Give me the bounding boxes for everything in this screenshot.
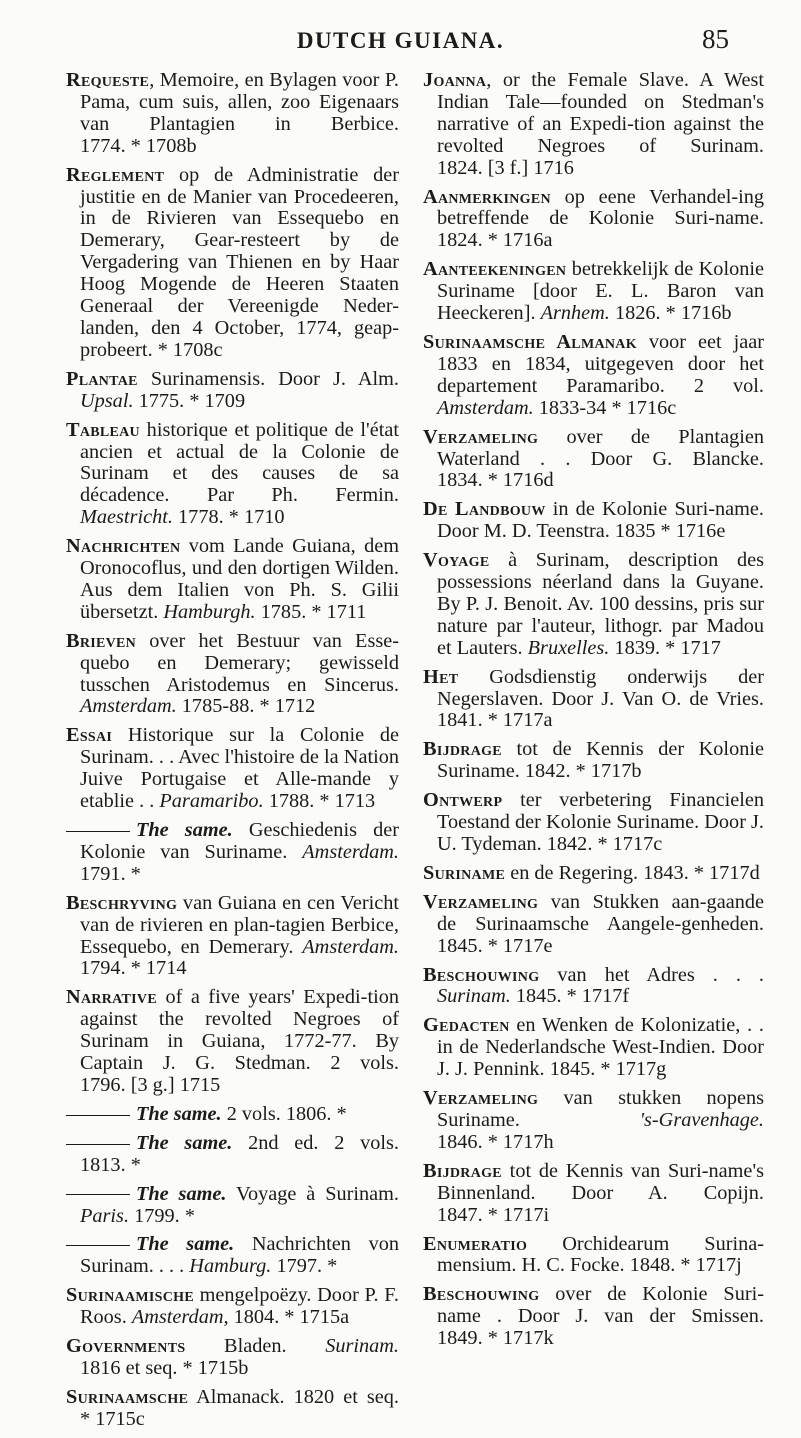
entry-heading: Beschryving [66, 891, 178, 914]
entry-reference: 1799. * [134, 1204, 195, 1227]
catalog-entry [423, 259, 764, 325]
entry-reference: 1849. * 1717k [437, 1327, 554, 1350]
entry-heading: Suriname [423, 861, 506, 884]
catalog-entry [423, 1088, 764, 1154]
entry-text: van Stukken aan-gaande de Surinaamsche Aangele-genheden. [437, 890, 764, 935]
entry-text: Voyage à Surinam. [226, 1182, 399, 1205]
running-head: DUTCH GUIANA. [296, 28, 505, 53]
entry-place: Paramaribo. [159, 790, 264, 813]
entry-heading: Essai [66, 724, 113, 747]
entry-text: 2nd ed. 2 vols. [232, 1131, 399, 1154]
catalog-entry [423, 667, 764, 733]
catalog-entry [423, 1015, 764, 1081]
ditto-dash [66, 1194, 130, 1195]
catalog-entry [66, 70, 399, 158]
entry-text: Godsdienstig onderwijs der Negerslaven. Door J. Van O. de Vries. [437, 665, 764, 710]
entry-place: Arnhem. [540, 302, 610, 325]
catalog-entry [66, 1234, 399, 1278]
entry-place: Maestricht. [80, 506, 173, 529]
entry-heading: Aanteekeningen [423, 258, 567, 281]
entry-text: op de Administratie der justitie en de Manier van Procedeeren, in de Rivieren van Essequebo en Demerary, Gear-resteert by de Vergadering van Thienen en by Haar Hoog Mogende de Heeren Staaten Generaal der Vereenigde Neder-landen, den 4 October, 1774, geap-probeert. [80, 163, 399, 361]
entry-text: en de Regering. [505, 861, 639, 884]
entry-reference: 1824. * 1716a [437, 229, 553, 252]
catalog-entry [423, 739, 764, 783]
entry-reference: 1841. * 1717a [437, 709, 553, 732]
entry-text: voor eet jaar 1833 en 1834, uitgegeven door het departement Paramaribo. 2 vol. [437, 330, 764, 397]
entry-text: of a five years' Expedi-tion against the revolted Negroes of Surinam in Guiana, 1772-77. By Captain J. G. Stedman. 2 vols. [80, 986, 399, 1075]
entry-reference: 1842. * 1717b [524, 760, 642, 783]
entry-text: Orchidearum Surina-mensium. H. C. Focke. [437, 1232, 764, 1277]
entry-text: van Guiana en cen Vericht van de rivieren en plan-tagien Berbice, Essequebo, en Demerary. [80, 891, 399, 958]
ditto-dash [66, 1115, 130, 1116]
entry-heading: Tableau [66, 418, 140, 441]
catalog-entry [66, 631, 399, 719]
catalog-entry [423, 550, 764, 660]
catalog-entry [423, 790, 764, 856]
entry-reference: 1785-88. * 1712 [181, 695, 316, 718]
entry-place: Bruxelles. [527, 636, 610, 659]
entry-place: Amsterdam. [80, 695, 177, 718]
catalog-entry [66, 536, 399, 624]
entry-text: Surinamensis. Door J. Alm. [137, 367, 399, 390]
entry-reference: 1835 * 1716e [614, 520, 726, 543]
ditto-dash [66, 1144, 130, 1145]
catalog-entry [66, 725, 399, 813]
entry-text: Nachrichten von Surinam. . . . [80, 1233, 399, 1278]
entry-place: Upsal. [80, 389, 134, 412]
catalog-entry [66, 420, 399, 530]
catalog-entry [423, 1234, 764, 1278]
entry-place: 's-Gravenhage. [639, 1108, 764, 1131]
entry-reference: 1845. * 1717g [549, 1058, 667, 1081]
entry-text: ter verbetering Financielen Toestand der Kolonie Suriname. Door J. U. Tydeman. [437, 789, 764, 855]
entry-text: historique et politique de l'état ancien et actual de la Colonie de Surinam et des causes de sa décadence. Par Ph. Fermin. [80, 418, 399, 507]
right-column [423, 70, 764, 1357]
entry-heading: The same. [136, 1102, 222, 1125]
catalog-entry [66, 1104, 399, 1126]
catalog-entry [66, 987, 399, 1097]
ditto-dash [66, 1245, 130, 1246]
entry-heading: Bijdrage [423, 738, 502, 761]
entry-place: Hamburg. [189, 1255, 272, 1278]
entry-text: over de Plantagien Waterland . . Door G. Blancke. [437, 425, 764, 470]
entry-reference: 1804. * 1715a [233, 1306, 350, 1329]
entry-heading: The same. [136, 1131, 233, 1154]
catalog-entry [66, 1336, 399, 1380]
entry-text: , or the Female Slave. A West Indian Tale—founded on Stedman's narrative of an Expedi-tion against the revolted Negroes of Surinam. [437, 69, 764, 157]
catalog-entry [423, 1284, 764, 1350]
page-header [0, 22, 801, 62]
entry-reference: 1846. * 1717h [437, 1130, 554, 1153]
entry-heading: Ontwerp [423, 789, 503, 812]
entry-heading: The same. [136, 819, 233, 841]
catalog-entry [423, 187, 764, 253]
catalog-entry [423, 499, 764, 543]
entry-text: , Memoire, en Bylagen voor P. Pama, cum suis, allen, zoo Eigenaars van Plantagien in Berbice. [80, 69, 399, 135]
entry-heading: Surinaamsche [66, 1385, 189, 1408]
entry-text: in de Kolonie Suri-name. Door M. D. Teenstra. [437, 498, 764, 543]
entry-heading: Joanna [423, 69, 487, 91]
entry-heading: The same. [136, 1233, 235, 1256]
entry-reference: 1824. [3 f.] 1716 [437, 156, 574, 179]
catalog-entry [66, 1387, 399, 1431]
entry-reference: 1813. * [80, 1153, 141, 1176]
entry-heading: De Landbouw [423, 498, 546, 521]
entry-heading: Narrative [66, 986, 157, 1009]
entry-text: vom Lande Guiana, dem Oronocoflus, und den dortigen Wilden. Aus dem Italien von Ph. S. Gilii übersetzt. [80, 535, 399, 623]
entry-heading: Requeste [66, 69, 150, 91]
catalog-entry [66, 1133, 399, 1177]
entry-place: Hamburgh. [163, 600, 256, 623]
entry-text: Bladen. [185, 1335, 326, 1358]
catalog-entry [423, 70, 764, 180]
catalog-entry [66, 1285, 399, 1329]
entry-reference: 1796. [3 g.] 1715 [80, 1073, 221, 1096]
entry-text: Geschiedenis der Kolonie van Suriname. [80, 819, 400, 863]
entry-reference: 1826. * 1716b [614, 302, 732, 325]
entry-text: tot de Kennis der Kolonie Suriname. [437, 738, 764, 783]
entry-reference: 1788. * 1713 [268, 790, 376, 813]
entry-place: Paris. [80, 1204, 130, 1227]
entry-heading: Verzameling [423, 890, 539, 913]
entry-reference: 1839. * 1717 [614, 636, 721, 659]
catalog-entry [66, 893, 399, 981]
catalog-entry [423, 965, 764, 1009]
entry-reference: * [336, 1102, 347, 1125]
page-number: 85 [702, 24, 729, 54]
entry-reference: 1816 et seq. * 1715b [80, 1356, 249, 1379]
catalog-entry [423, 863, 764, 885]
entry-place: Amsterdam. [302, 935, 399, 958]
entry-heading: Het [423, 665, 459, 688]
entry-heading: Brieven [66, 629, 137, 652]
entry-text: van stukken nopens Suriname. [437, 1087, 764, 1131]
entry-text: over het Bestuur van Esse-quebo en Demerary; gewisseld tusschen Aristodemus en Sincerus. [80, 629, 399, 696]
entry-reference: 1847. * 1717i [437, 1203, 550, 1226]
entry-text: Historique sur la Colonie de Surinam. . . Avec l'histoire de la Nation Juive Portugaise et Alle-mande y etablie . . [80, 724, 399, 813]
catalog-entry [423, 427, 764, 493]
entry-text: mengelpoëzy. Door P. F. Roos. [80, 1284, 399, 1329]
entry-text: over de Kolonie Suri-name . Door J. van der Smissen. [437, 1283, 764, 1328]
catalog-entry [423, 332, 764, 420]
entry-heading: Enumeratio [423, 1232, 528, 1255]
entry-reference: 1797. * [276, 1255, 338, 1278]
entry-heading: Plantae [66, 367, 138, 390]
ditto-dash [66, 831, 130, 832]
entry-heading: Bijdrage [423, 1159, 502, 1182]
catalog-entry [423, 892, 764, 958]
entry-heading: Surinaamische [66, 1284, 194, 1307]
catalog-entry [66, 165, 399, 362]
entry-text: van het Adres . . . [539, 963, 764, 986]
entry-reference: 1791. * [80, 862, 141, 885]
catalog-entry [423, 1161, 764, 1227]
entry-heading: Beschouwing [423, 963, 540, 986]
entry-place: Surinam. [437, 985, 511, 1008]
entry-reference: 1842. * 1717c [546, 833, 663, 855]
entry-reference: 1778. * 1710 [178, 506, 285, 529]
entry-reference: 1845. * 1717e [437, 934, 553, 957]
entry-heading: Aanmerkingen [423, 185, 551, 208]
entry-reference: * 1715c [80, 1407, 145, 1430]
entry-text: tot de Kennis van Suri-name's Binnenland. Door A. Copijn. [437, 1159, 764, 1204]
entry-reference: 1845. * 1717f [515, 985, 630, 1008]
entry-heading: The same. [136, 1182, 227, 1205]
entry-place: Amsterdam. [437, 396, 534, 419]
entry-text: 2 vols. 1806. [221, 1102, 332, 1125]
entry-reference: 1775. * 1709 [138, 389, 246, 412]
entry-text: en Wenken de Kolonizatie, . . in de Nederlandsche West-Indien. Door J. J. Pennink. [437, 1014, 764, 1081]
entry-heading: Governments [66, 1335, 186, 1358]
entry-heading: Reglement [66, 163, 165, 186]
entry-text: betrekkelijk de Kolonie Suriname [door E. L. Baron van Heeckeren]. [437, 258, 764, 325]
entry-place: Surinam. [325, 1335, 399, 1358]
entry-text: op eene Verhandel-ing betreffende de Kolonie Suri-name. [437, 185, 764, 230]
entry-text: à Surinam, description des possessions néerland dans la Guyane. By P. J. Benoit. Av. 100 dessins, pris sur nature par l'auteur, lithogr. par Madou et Lauters. [437, 549, 764, 659]
entry-heading: Gedacten [423, 1014, 510, 1037]
entry-reference: 1843. * 1717d [643, 861, 760, 884]
entry-heading: Nachrichten [66, 535, 181, 558]
entry-text: Almanack. 1820 et seq. [188, 1385, 399, 1408]
entry-reference: * 1708c [157, 338, 223, 361]
entry-place: Amsterdam. [302, 840, 399, 863]
entry-heading: Surinaamsche Almanak [423, 330, 637, 353]
entry-reference: 1834. * 1716d [437, 469, 554, 492]
catalog-entry [66, 369, 399, 413]
entry-place: Amsterdam, [131, 1306, 229, 1329]
entry-heading: Voyage [423, 549, 490, 572]
entry-reference: 1774. * 1708b [80, 134, 197, 157]
entry-reference: 1785. * 1711 [260, 600, 367, 623]
catalog-entry [66, 820, 399, 886]
entry-reference: 1848. * 1717j [629, 1254, 742, 1277]
entry-heading: Beschouwing [423, 1283, 540, 1306]
catalog-entry [66, 1184, 399, 1228]
entry-reference: 1794. * 1714 [80, 957, 187, 980]
entry-heading: Verzameling [423, 1087, 539, 1110]
entry-reference: 1833-34 * 1716c [538, 396, 677, 419]
entry-heading: Verzameling [423, 425, 539, 448]
left-column [66, 70, 399, 1438]
